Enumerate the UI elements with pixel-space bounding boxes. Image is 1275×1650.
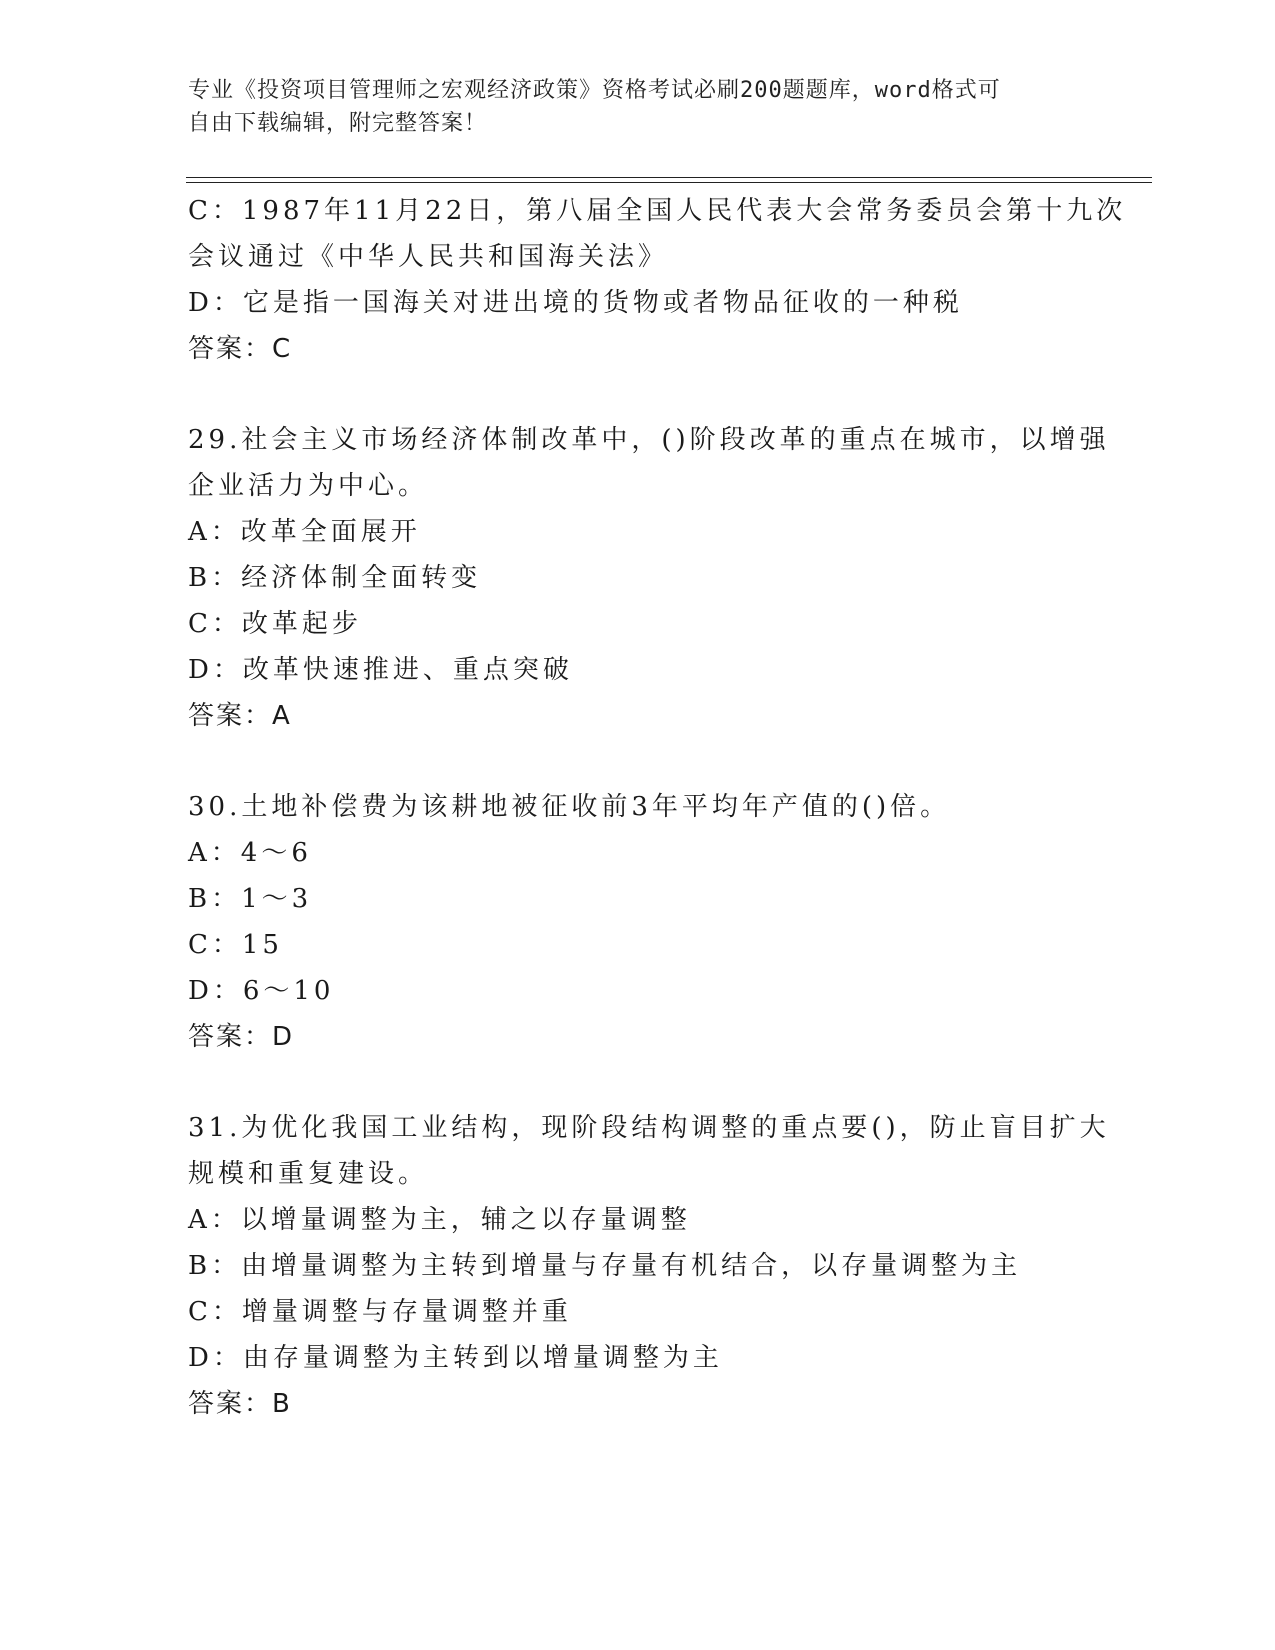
- option-d: D：6～10: [188, 976, 335, 1006]
- option-d: D：它是指一国海关对进出境的货物或者物品征收的一种税: [188, 288, 963, 318]
- option-c: C：15: [188, 930, 283, 960]
- option-c: C：增量调整与存量调整并重: [188, 1297, 572, 1327]
- option-d: D：改革快速推进、重点突破: [188, 655, 573, 685]
- header-line-1: 专业《投资项目管理师之宏观经济政策》资格考试必刷200题题库，word格式可: [188, 78, 1001, 103]
- question-31: [188, 1105, 1110, 1427]
- question-stem-line-1: 31.为优化我国工业结构，现阶段结构调整的重点要()，防止盲目扩大: [188, 1113, 1110, 1143]
- header-divider-top: [186, 177, 1152, 178]
- question-stem-line-1: 29.社会主义市场经济体制改革中，()阶段改革的重点在城市，以增强: [188, 425, 1110, 455]
- option-a: A：以增量调整为主，辅之以存量调整: [188, 1205, 691, 1235]
- question-28-tail: [188, 188, 1127, 372]
- question-stem-line-2: 企业活力为中心。: [188, 471, 429, 501]
- option-b: B：由增量调整为主转到增量与存量有机结合，以存量调整为主: [188, 1251, 1022, 1281]
- answer: 答案：B: [188, 1389, 292, 1419]
- option-d: D：由存量调整为主转到以增量调整为主: [188, 1343, 723, 1373]
- question-stem-line-2: 规模和重复建设。: [188, 1159, 429, 1189]
- answer: 答案：C: [188, 334, 293, 364]
- option-c: C：改革起步: [188, 609, 362, 639]
- question-list: [188, 188, 1127, 1427]
- question-spacer: [188, 372, 1088, 417]
- option-b: B：经济体制全面转变: [188, 563, 482, 593]
- answer: 答案：A: [188, 701, 292, 731]
- option-a: A：4～6: [188, 838, 312, 868]
- option-c-line-1: C：1987年11月22日，第八届全国人民代表大会常务委员会第十九次: [188, 196, 1127, 226]
- option-a: A：改革全面展开: [188, 517, 421, 547]
- question-stem-line-1: 30.土地补偿费为该耕地被征收前3年平均年产值的()倍。: [188, 792, 951, 822]
- document-header: [188, 74, 1068, 140]
- header-line-2: 自由下载编辑，附完整答案！: [188, 111, 488, 136]
- option-b: B：1～3: [188, 884, 313, 914]
- question-30: [188, 784, 1088, 1060]
- question-29: [188, 417, 1110, 739]
- header-divider-bottom: [186, 182, 1152, 183]
- question-spacer: [188, 739, 1088, 784]
- option-c-line-2: 会议通过《中华人民共和国海关法》: [188, 242, 669, 272]
- answer: 答案：D: [188, 1022, 295, 1052]
- question-spacer: [188, 1060, 1088, 1105]
